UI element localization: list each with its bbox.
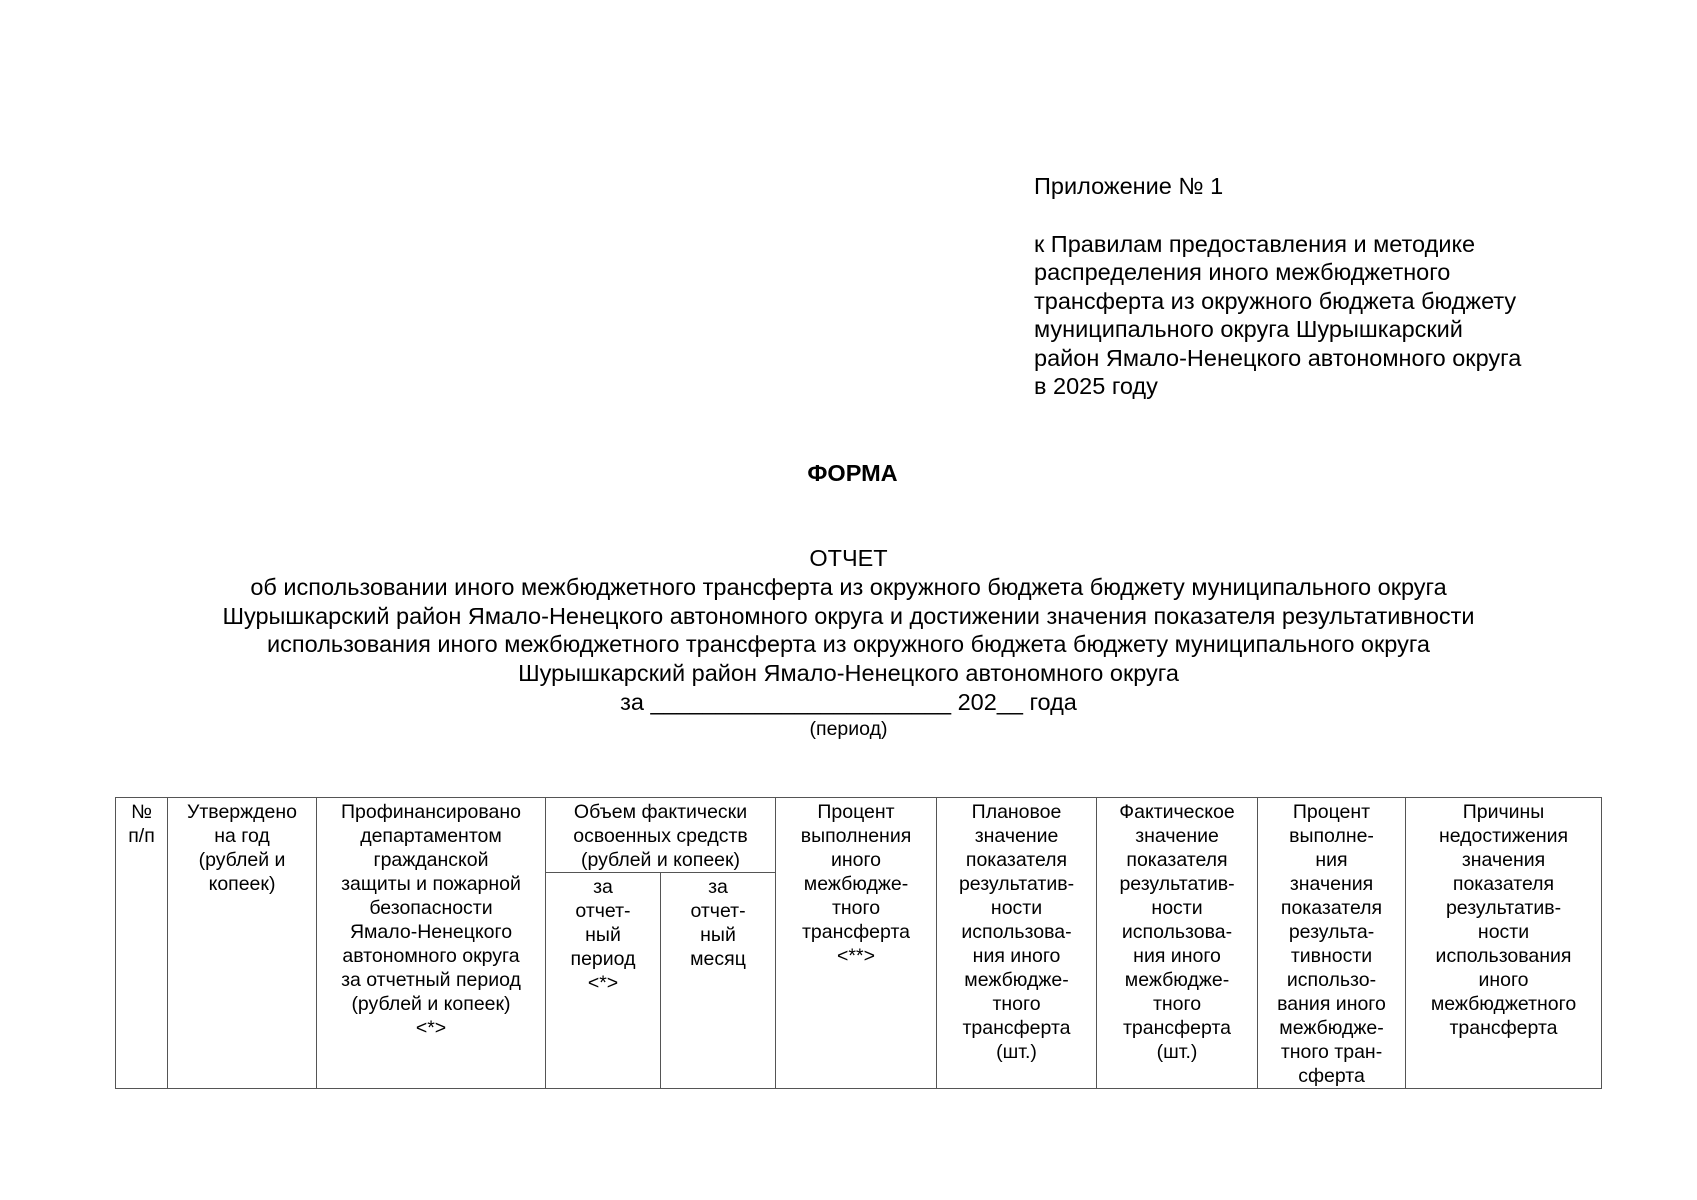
header-text-line: Утверждено bbox=[186, 801, 298, 823]
report-line: об использовании иного межбюджетного трансферта из окружного бюджета бюджету муниципального округа bbox=[250, 573, 1447, 600]
header-text-line: использова- bbox=[961, 921, 1072, 943]
header-text-line: месяц bbox=[690, 948, 746, 970]
header-text-line: ности bbox=[1477, 921, 1530, 943]
header-actual-period bbox=[546, 873, 661, 1089]
header-text-line: иного bbox=[830, 849, 882, 871]
header-text-line: безопасности bbox=[369, 897, 493, 919]
header-text-line: (шт.) bbox=[1156, 1041, 1198, 1063]
header-text-line: тивности bbox=[1290, 945, 1373, 967]
header-number bbox=[116, 798, 168, 1089]
header-text-line: значение bbox=[1135, 825, 1219, 847]
header-percent-transfer bbox=[776, 798, 937, 1089]
header-text-line: тного тран- bbox=[1280, 1041, 1383, 1063]
header-actual-group bbox=[546, 798, 776, 873]
header-text-line: значение bbox=[974, 825, 1059, 847]
header-text-line: сферта bbox=[1298, 1065, 1365, 1087]
header-text-line: автономного округа bbox=[342, 945, 520, 967]
header-text-line: трансферта bbox=[1123, 1017, 1232, 1039]
header-text-line: Фактическое bbox=[1119, 801, 1235, 823]
header-text-line: недостижения bbox=[1438, 825, 1569, 847]
header-text-line: за bbox=[708, 876, 728, 898]
report-period-line: за _______________________ 202__ года bbox=[620, 688, 1077, 715]
header-text-line: межбюдже- bbox=[1124, 969, 1230, 991]
header-text-line: результатив- bbox=[1119, 873, 1235, 895]
header-text-line: показателя bbox=[1452, 873, 1555, 895]
header-text-line: Объем фактически bbox=[573, 801, 748, 823]
header-text-line: Плановое bbox=[971, 801, 1062, 823]
header-text-line: Процент bbox=[1292, 801, 1371, 823]
report-period-caption: (период) bbox=[809, 717, 888, 740]
header-text-line: трансферта bbox=[962, 1017, 1071, 1039]
header-text-line: трансферта bbox=[802, 921, 911, 943]
header-text-line: межбюдже- bbox=[803, 873, 909, 895]
header-text-line: иного bbox=[1478, 969, 1529, 991]
header-text-line: департаментом bbox=[360, 825, 502, 847]
header-text-line: использо- bbox=[1286, 969, 1377, 991]
report-title: ОТЧЕТ bbox=[809, 545, 888, 571]
report-table bbox=[115, 797, 1602, 1089]
header-text-line: использования bbox=[1435, 945, 1572, 967]
header-text-line: ния иного bbox=[972, 945, 1061, 967]
header-text-line: <*> bbox=[415, 1017, 447, 1039]
appendix-block bbox=[1034, 172, 1634, 401]
header-text-line: выполне- bbox=[1289, 825, 1374, 847]
appendix-title: Приложение № 1 bbox=[1034, 173, 1224, 199]
header-text-line: ния bbox=[1315, 849, 1348, 871]
header-text-line: тного bbox=[992, 993, 1041, 1015]
header-text-line: межбюджетного bbox=[1430, 993, 1577, 1015]
header-text-line: трансферта bbox=[1449, 1017, 1558, 1039]
report-heading bbox=[0, 544, 1697, 741]
header-text-line: показателя bbox=[965, 849, 1068, 871]
header-text-line: результа- bbox=[1288, 921, 1375, 943]
header-factual-value bbox=[1097, 798, 1258, 1089]
header-text-line: выполнения bbox=[800, 825, 912, 847]
report-line: Шурышкарский район Ямало-Ненецкого автономного округа и достижении значения показателя результативности bbox=[222, 602, 1475, 629]
header-text-line: Процент bbox=[817, 801, 895, 823]
header-text-line: п/п bbox=[128, 825, 155, 847]
appendix-line: к Правилам предоставления и методике bbox=[1034, 230, 1476, 257]
header-text-line: Ямало-Ненецкого bbox=[349, 921, 513, 943]
header-text-line: на год bbox=[214, 825, 270, 847]
appendix-line: распределения иного межбюджетного bbox=[1034, 259, 1451, 285]
header-text-line: значения bbox=[1289, 873, 1374, 895]
header-text-line: за bbox=[593, 876, 613, 898]
header-text-line: вания иного bbox=[1277, 993, 1386, 1015]
header-text-line: межбюдже- bbox=[1279, 1017, 1384, 1039]
header-text-line: <*> bbox=[587, 972, 619, 994]
header-text-line: (рублей и копеек) bbox=[351, 993, 511, 1015]
header-actual-month bbox=[661, 873, 776, 1089]
header-percent-indicator bbox=[1258, 798, 1406, 1089]
header-approved bbox=[168, 798, 317, 1089]
header-text-line: показателя bbox=[1280, 897, 1383, 919]
header-text-line: № bbox=[131, 801, 152, 823]
header-text-line: период bbox=[570, 948, 636, 970]
header-text-line: копеек) bbox=[208, 873, 276, 895]
header-text-line: использова- bbox=[1121, 921, 1233, 943]
report-line: использования иного межбюджетного трансферта из окружного бюджета бюджету муниципального округа bbox=[267, 631, 1430, 658]
header-text-line: Профинансировано bbox=[341, 801, 521, 823]
appendix-line: район Ямало-Ненецкого автономного округа bbox=[1034, 344, 1522, 371]
header-text-line: результатив- bbox=[1445, 897, 1562, 919]
header-financed bbox=[317, 798, 546, 1089]
header-text-line: отчет- bbox=[690, 900, 746, 922]
header-text-line: ния иного bbox=[1133, 945, 1221, 967]
form-title: ФОРМА bbox=[807, 460, 898, 486]
appendix-line: трансферта из окружного бюджета бюджету bbox=[1034, 287, 1517, 314]
header-text-line: ный bbox=[585, 924, 621, 946]
header-text-line: освоенных средств bbox=[573, 825, 748, 847]
header-text-line: гражданской bbox=[373, 849, 489, 871]
header-text-line: (шт.) bbox=[996, 1041, 1037, 1063]
appendix-line: в 2025 году bbox=[1034, 373, 1158, 399]
header-text-line: отчет- bbox=[575, 900, 631, 922]
header-text-line: (рублей и bbox=[198, 849, 286, 871]
header-text-line: ности bbox=[990, 897, 1043, 919]
header-text-line: ный bbox=[700, 924, 736, 946]
header-text-line: ности bbox=[1151, 897, 1203, 919]
header-reasons bbox=[1406, 798, 1602, 1089]
header-text-line: тного bbox=[831, 897, 881, 919]
header-text-line: <**> bbox=[837, 945, 875, 967]
header-text-line: показателя bbox=[1126, 849, 1228, 871]
header-text-line: межбюдже- bbox=[964, 969, 1069, 991]
appendix-line: муниципального округа Шурышкарский bbox=[1034, 316, 1463, 342]
header-text-line: результатив- bbox=[958, 873, 1075, 895]
header-text-line: (рублей и копеек) bbox=[580, 849, 741, 871]
header-text-line: защиты и пожарной bbox=[341, 873, 521, 895]
header-text-line: за отчетный период bbox=[341, 969, 521, 991]
header-text-line: тного bbox=[1152, 993, 1202, 1015]
header-text-line: значения bbox=[1461, 849, 1546, 871]
header-planned-value bbox=[937, 798, 1097, 1089]
header-text-line: Причины bbox=[1462, 801, 1545, 823]
report-line: Шурышкарский район Ямало-Ненецкого автономного округа bbox=[518, 660, 1179, 687]
